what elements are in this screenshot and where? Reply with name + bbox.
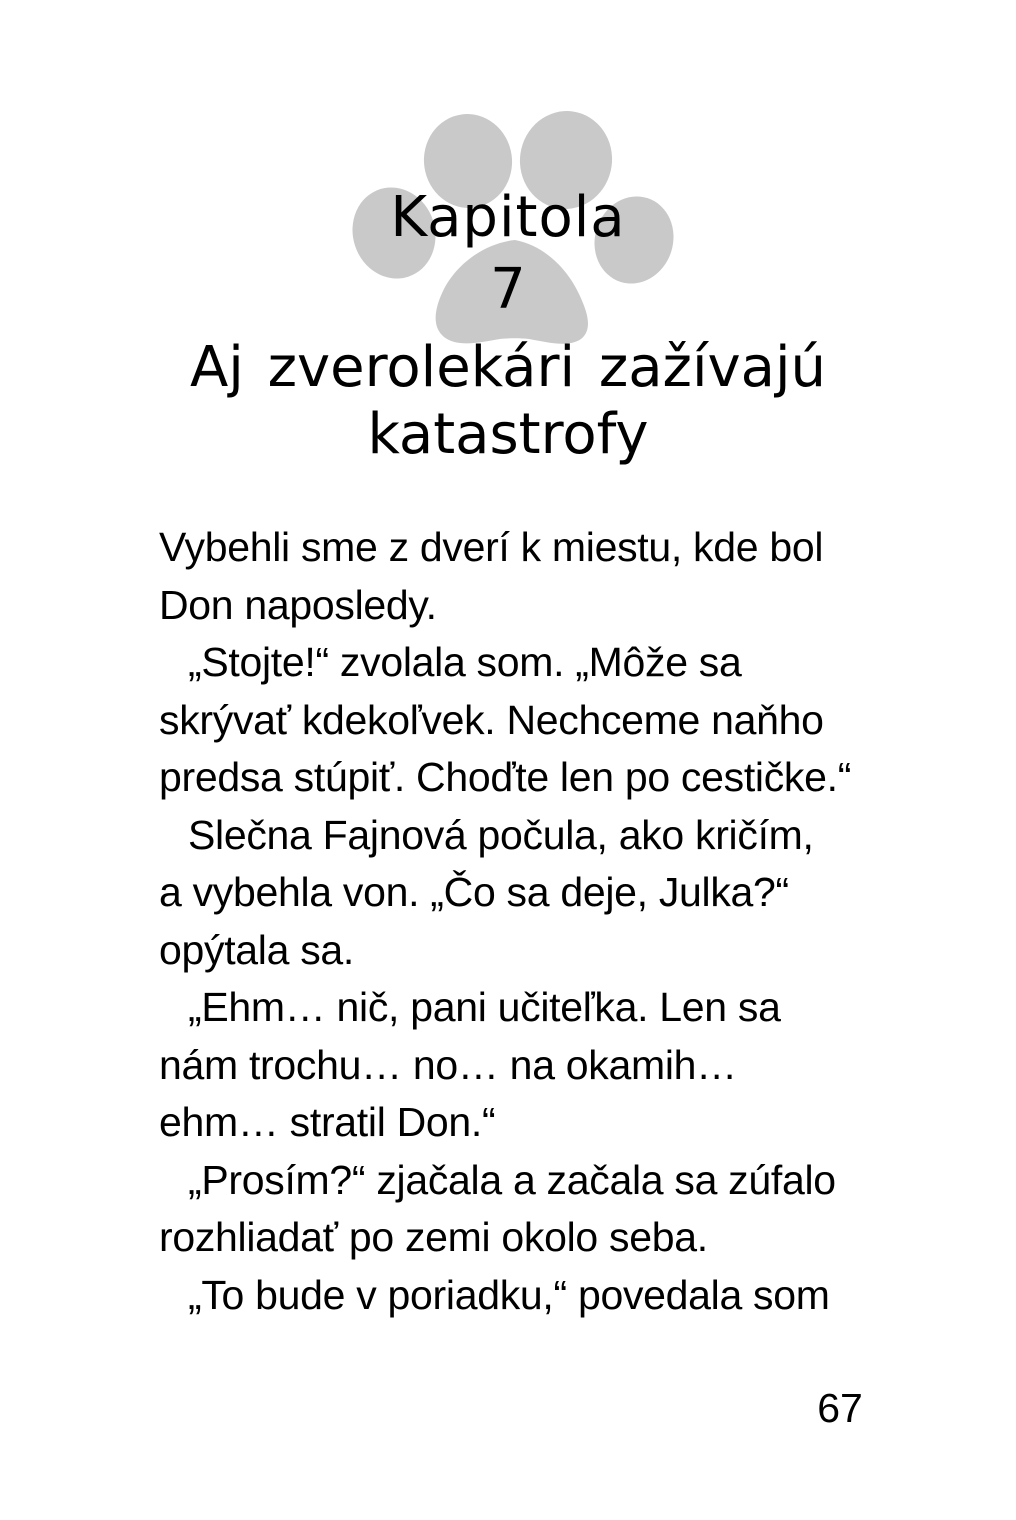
page-number: 67 <box>817 1385 863 1431</box>
body-line: Vybehli sme z dverí k miestu, kde bol <box>159 524 824 570</box>
chapter-label: Kapitola <box>390 185 626 250</box>
body-line: Slečna Fajnová počula, ako kričím, <box>188 811 814 858</box>
body-line: predsa stúpiť. Choďte len po cestičke.“ <box>159 754 852 800</box>
body-text <box>159 519 889 1324</box>
body-line: rozhliadať po zemi okolo seba. <box>159 1214 708 1260</box>
body-line: opýtala sa. <box>159 926 354 973</box>
body-line: a vybehla von. „Čo sa deje, Julka?“ <box>159 869 789 915</box>
chapter-title <box>0 334 1016 468</box>
body-line: ehm… stratil Don.“ <box>159 1099 496 1145</box>
body-line: „Prosím?“ zjačala a začala sa zúfalo <box>188 1156 836 1203</box>
chapter-title-line2: katastrofy <box>367 402 649 467</box>
body-line: „Stojte!“ zvolala som. „Môže sa <box>188 639 742 685</box>
body-line: „Ehm… nič, pani učiteľka. Len sa <box>188 984 781 1030</box>
body-line: skrývať kdekoľvek. Nechceme naňho <box>159 696 824 743</box>
chapter-number: 7 <box>490 257 526 322</box>
body-line: „To bude v poriadku,“ povedala som <box>188 1271 830 1318</box>
chapter-title-line1: Aj zverolekári zažívajú <box>189 335 827 400</box>
body-line: Don naposledy. <box>159 581 437 628</box>
body-line: nám trochu… no… na okamih… <box>159 1041 737 1088</box>
